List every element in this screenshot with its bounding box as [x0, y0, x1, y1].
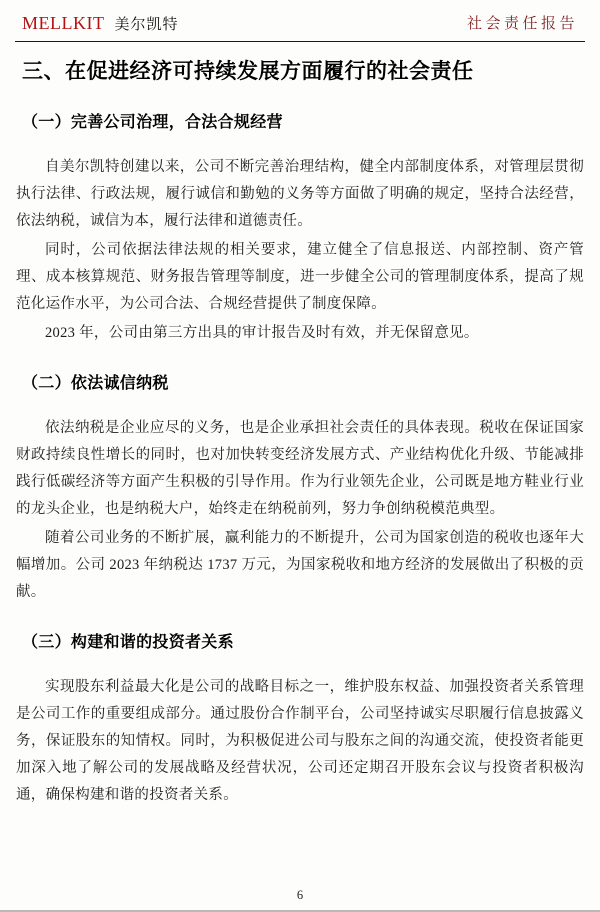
page-header	[15, 8, 585, 42]
section-1-paragraph-3: 2023 年，公司由第三方出具的审计报告及时有效，并无保留意见。	[45, 325, 479, 342]
brand-logo-text: MELLKIT	[22, 13, 105, 33]
section-1-paragraph-1: 自美尔凯特创建以来，公司不断完善治理结构，健全内部制度体系，对管理层贯彻执行法律、行政法规，履行诚信和勤勉的义务等方面做了明确的规定，坚持合法经营，依法纳税，诚信为本，履行法律和道德责任。	[16, 159, 584, 230]
section-2-heading: （二）依法诚信纳税	[22, 375, 169, 393]
section-tax-compliance	[15, 374, 585, 606]
page-number: 6	[296, 888, 304, 902]
page-title: 三、在促进经济可持续发展方面履行的社会责任	[22, 60, 474, 83]
section-1-paragraph-2: 同时，公司依据法律法规的相关要求，建立健全了信息报送、内部控制、资产管理、成本核算规范、财务报告管理等制度，进一步健全公司的管理制度体系，提高了规范化运作水平，为公司合法、合规经营提供了制度保障。	[16, 242, 584, 313]
section-3-heading: （三）构建和谐的投资者关系	[22, 633, 234, 651]
report-title: 社会责任报告	[466, 16, 578, 32]
brand	[22, 13, 179, 34]
section-2-paragraph-2: 随着公司业务的不断扩展，赢利能力的不断提升，公司为国家创造的税收也逐年大幅增加。公司 2023 年纳税达 1737 万元，为国家税收和地方经济的发展做出了积极的贡献。	[16, 529, 584, 600]
page-footer	[0, 886, 600, 904]
section-3-paragraph-1: 实现股东利益最大化是公司的战略目标之一，维护股东权益、加强投资者关系管理是公司工作的重要组成部分。通过股份合作制平台，公司坚持诚实尽职履行信息披露义务，保证股东的知情权。同时，为积极促进公司与股东之间的沟通交流，使投资者能更加深入地了解公司的发展战略及经营状况，公司还定期召开股东会议与投资者积极沟通，确保构建和谐的投资者关系。	[16, 678, 584, 803]
section-2-paragraph-1: 依法纳税是企业应尽的义务，也是企业承担社会责任的具体表现。税收在保证国家财政持续良性增长的同时，也对加快转变经济发展方式、产业结构优化升级、节能减排践行低碳经济等方面产生积极的引导作用。作为行业领先企业，公司既是地方鞋业行业的龙头企业，也是纳税大户，始终走在纳税前列，努力争创纳税模范典型。	[16, 419, 584, 517]
section-corporate-governance	[15, 113, 585, 347]
section-1-heading: （一）完善公司治理，合法合规经营	[22, 114, 283, 132]
section-investor-relations	[15, 633, 585, 809]
brand-name-chinese: 美尔凯特	[114, 17, 179, 33]
